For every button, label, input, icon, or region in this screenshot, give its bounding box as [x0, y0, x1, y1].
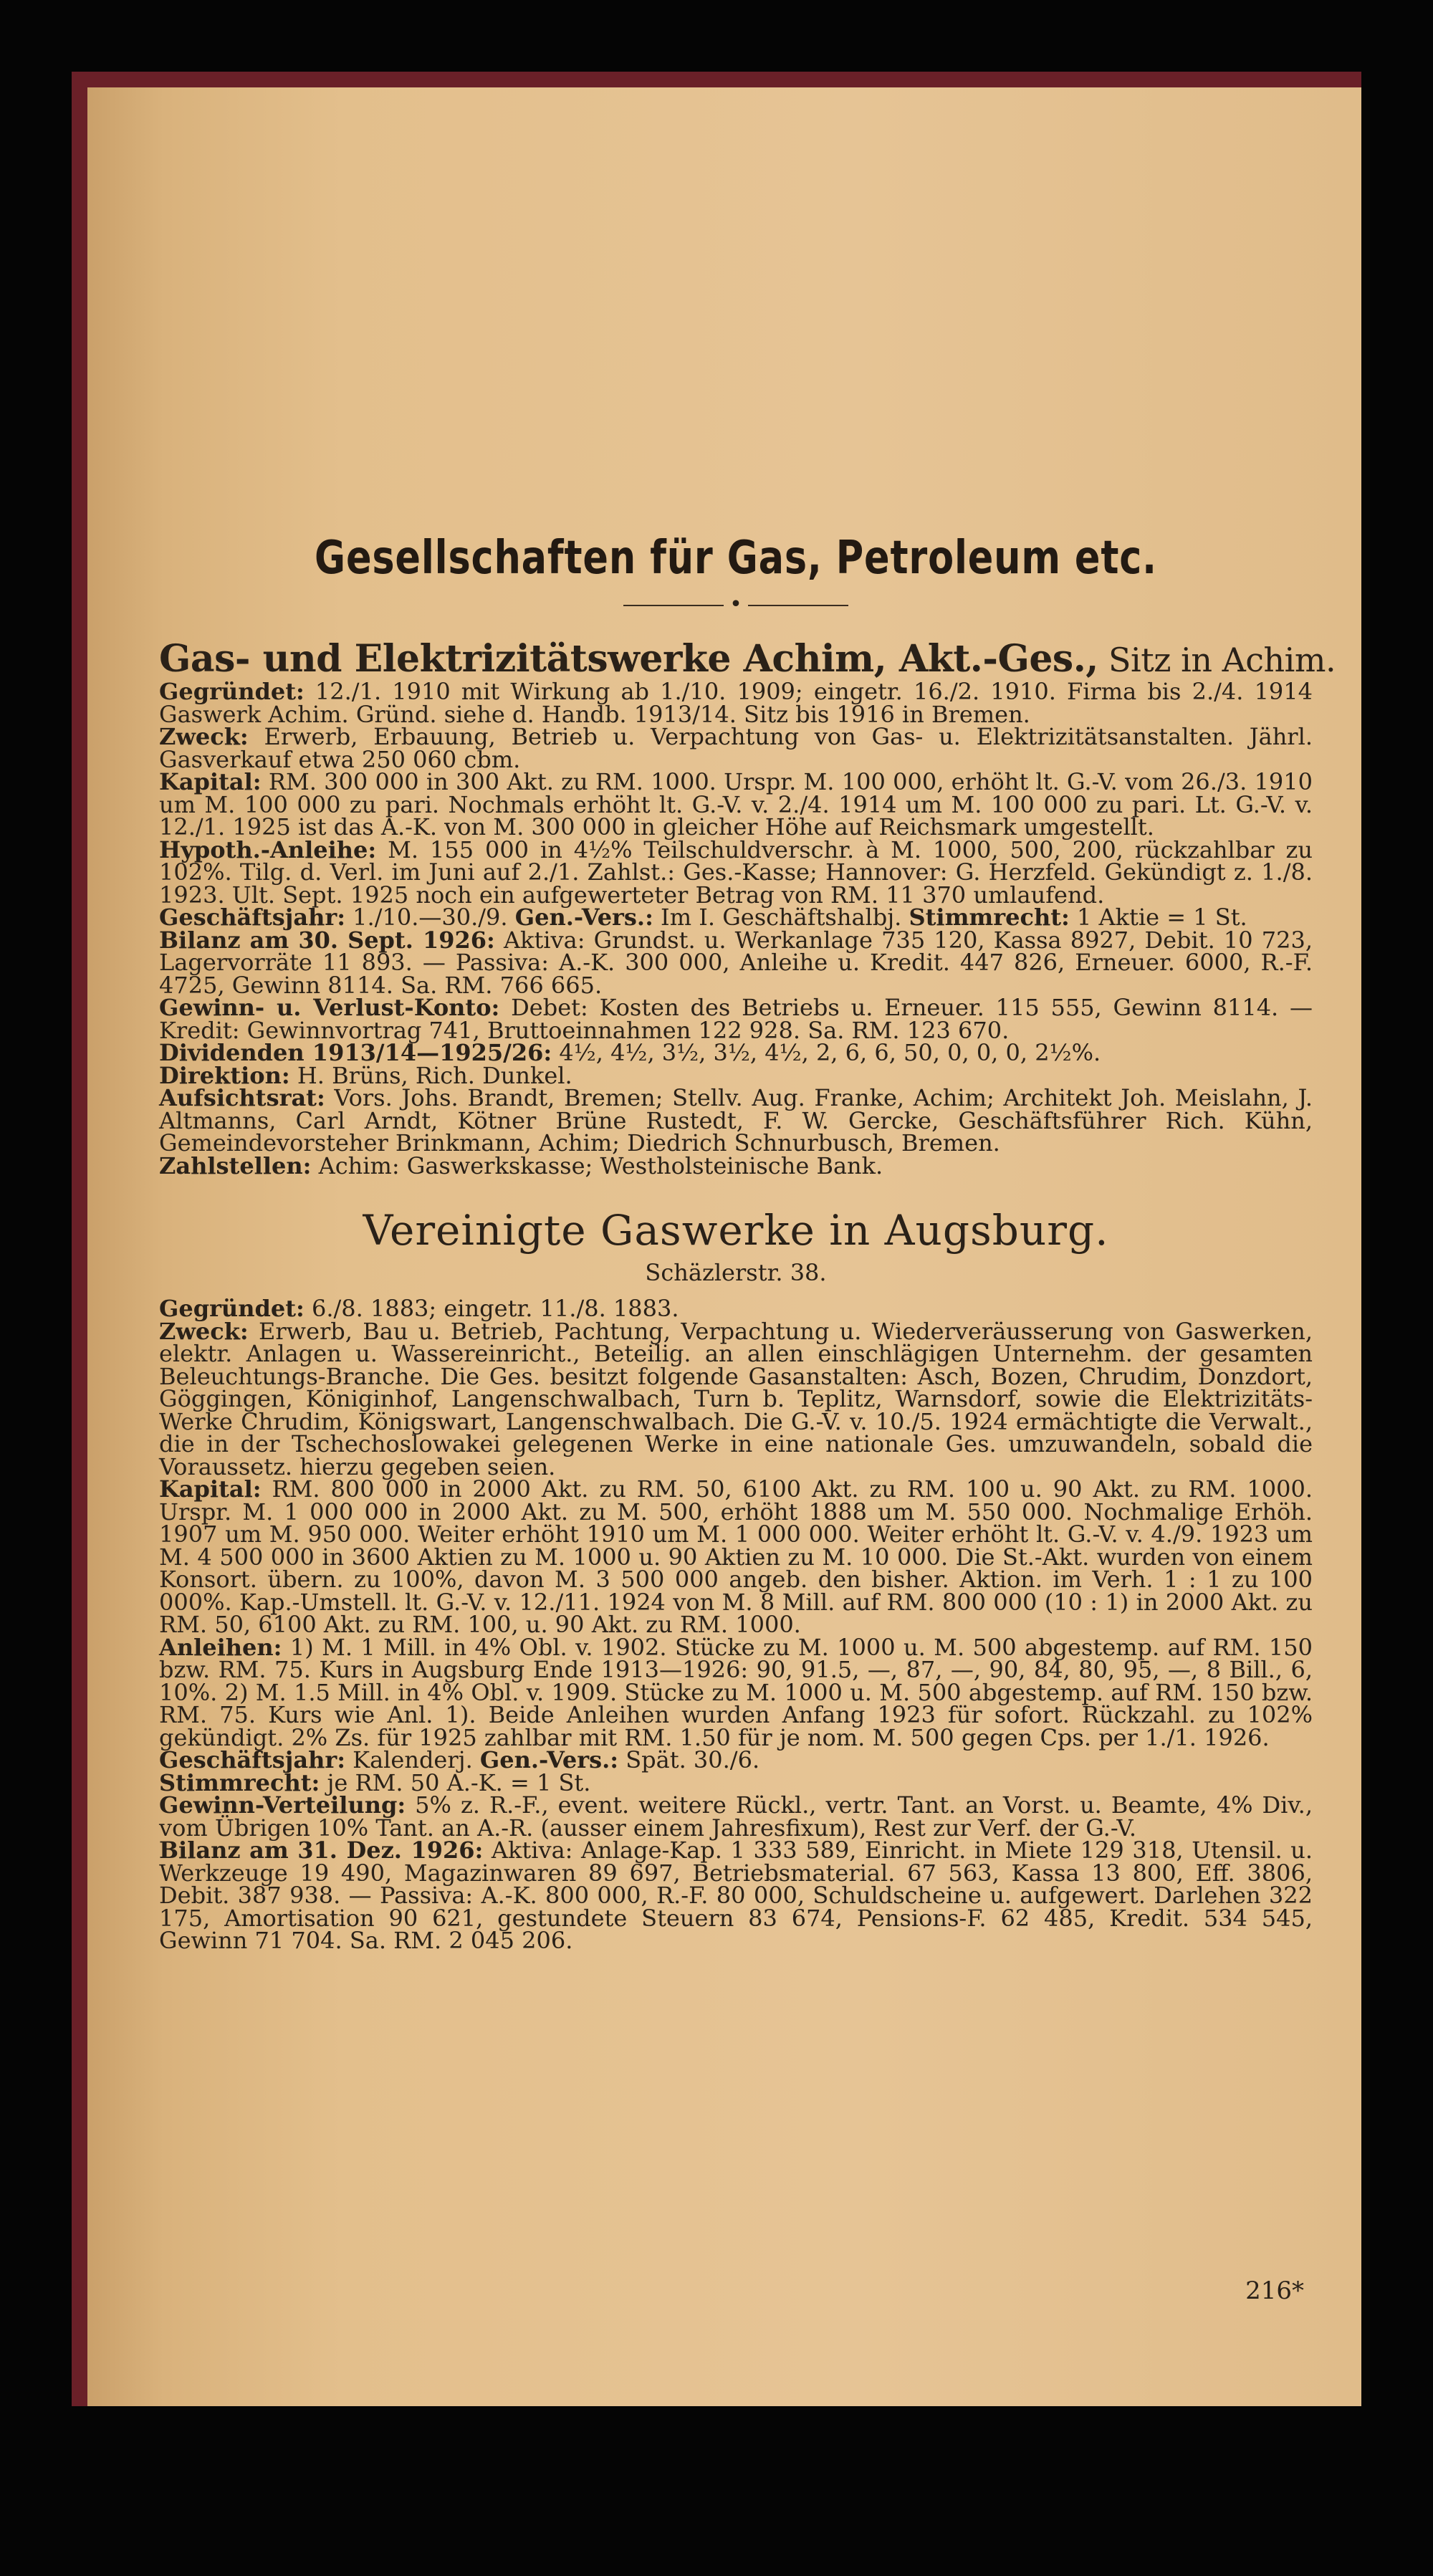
- company-title: Gas- und Elektrizitätswerke Achim, Akt.-Ges., Sitz in Achim.: [159, 637, 1336, 681]
- field-text: M. 155 000 in 4½% Teilschuldverschr. à M. 1000, 500, 200, rückzahlbar zu 102%. Tilg. d. Verl. im Juni auf 2./1. Zahlst.: Ges.-Kasse; Hannover: G. Herzfeld. Gekündigt z. 1./8. 1923. Ult. Sept. 1925 noch ein aufgewerteter Betrag von RM. 11 370 umlaufend.: [159, 835, 1313, 909]
- entry-paragraph: [159, 1839, 1313, 1953]
- field-text: Aktiva: Grundst. u. Werkanlage 735 120, Kassa 8927, Debit. 10 723, Lagervorräte 11 893. — Passiva: A.-K. 300 000, Anleihe u. Kredit. 447 826, Erneuer. 6000, R.-F. 4725, Gewinn 8114. Sa. RM. 766 665.: [159, 926, 1313, 999]
- field-text: H. Brüns, Rich. Dunkel.: [289, 1061, 572, 1089]
- field-text: Debet: Kosten des Betriebs u. Erneuer. 115 555, Gewinn 8114. — Kredit: Gewinnvortrag 741, Bruttoeinnahmen 122 928. Sa. RM. 123 670.: [159, 994, 1313, 1044]
- field-text: je RM. 50 A.-K. = 1 St.: [320, 1768, 591, 1796]
- field-label: Geschäftsjahr:: [159, 1746, 345, 1773]
- page-content: [159, 532, 1336, 1954]
- entry-paragraph: [159, 1475, 1313, 1638]
- field-label: Bilanz am 31. Dez. 1926:: [159, 1837, 484, 1864]
- field-text: Aktiva: Anlage-Kap. 1 333 589, Einricht. in Miete 129 318, Utensil. u. Werkzeuge 19 490, Magazinwaren 89 697, Betriebsmaterial. 67 563, Kassa 13 800, Eff. 3806, Debit. 387 938. — Passiva: A.-K. 800 000, R.-F. 80 000, Schuldscheine u. aufgewert. Darlehen 322 175, Amortisation 90 621, gestundete Steuern 83 674, Pensions-F. 62 485, Kredit. 534 545, Gewinn 71 704. Sa. RM. 2 045 206.: [159, 1837, 1313, 1954]
- ornament-divider: •: [159, 592, 1313, 617]
- field-label: Aufsichtsrat:: [159, 1084, 325, 1111]
- entry-paragraph: [159, 1791, 1313, 1842]
- field-label: Kapital:: [159, 768, 262, 795]
- field-label: Stimmrecht:: [909, 904, 1070, 931]
- book-page: [87, 87, 1361, 2406]
- company-paragraphs: [159, 1295, 1313, 1954]
- company-entry-achim: [159, 637, 1336, 1179]
- field-label: Dividenden 1913/14—1925/26:: [159, 1039, 552, 1066]
- field-label: Gen.-Vers.:: [514, 904, 653, 931]
- field-text: 1 Aktie = 1 St.: [1069, 904, 1247, 931]
- field-text: 1) M. 1 Mill. in 4% Obl. v. 1902. Stücke zu M. 1000 u. M. 500 abgestemp. auf RM. 150 bzw. RM. 75. Kurs in Augsburg Ende 1913—1926: 90, 91.5, —, 87, —, 90, 84, 80, 95, —, 8 Bill., 6, 10%. 2) M. 1.5 Mill. in 4% Obl. v. 1909. Stücke zu M. 1000 u. M. 500 abgestemp. auf RM. 150 bzw. RM. 75. Kurs wie Anl. 1). Beide Anleihen wurden Anfang 1923 für sofort. Rückzahl. zu 102% gekündigt. 2% Zs. für 1925 zahlbar mit RM. 1.50 für je nom. M. 500 gegen Cps. per 1./1. 1926.: [159, 1633, 1313, 1751]
- entry-paragraph: [159, 678, 1313, 728]
- scan-background: [72, 72, 1361, 2406]
- field-text: 4½, 4½, 3½, 3½, 4½, 2, 6, 6, 50, 0, 0, 0, 2½%.: [552, 1039, 1101, 1066]
- field-text: Kalenderj.: [345, 1746, 480, 1773]
- field-text: 5% z. R.-F., event. weitere Rückl., vertr. Tant. an Vorst. u. Beamte, 4% Div., vom Übrigen 10% Tant. an A.-R. (ausser einem Jahresfixum), Rest zur Verf. der G.-V.: [159, 1791, 1313, 1842]
- entry-paragraph: [159, 1084, 1313, 1157]
- entry-paragraph: [159, 926, 1313, 999]
- field-label: Gewinn- u. Verlust-Konto:: [159, 994, 500, 1021]
- field-label: Kapital:: [159, 1475, 262, 1503]
- field-label: Hypoth.-Anleihe:: [159, 835, 377, 863]
- field-label: Geschäftsjahr:: [159, 904, 345, 931]
- field-label: Zahlstellen:: [159, 1151, 312, 1179]
- field-label: Gegründet:: [159, 678, 305, 705]
- field-text: Vors. Johs. Brandt, Bremen; Stellv. Aug. Franke, Achim; Architekt Joh. Meislahn, J. Altmanns, Carl Arndt, Kötner Brüne Rustedt, F. W. Gercke, Geschäftsführer Rich. Kühn, Gemeindevorsteher Brinkmann, Achim; Diedrich Schnurbusch, Bremen.: [159, 1084, 1313, 1157]
- field-text: 6./8. 1883; eingetr. 11./8. 1883.: [304, 1295, 679, 1322]
- company-entry-augsburg: [159, 1206, 1313, 1953]
- page-number: 216*: [1245, 2276, 1304, 2305]
- company-title: Vereinigte Gaswerke in Augsburg.: [363, 1206, 1109, 1255]
- company-address: Schäzlerstr. 38.: [645, 1259, 827, 1286]
- entry-paragraph: [159, 1633, 1313, 1751]
- entry-paragraph: [159, 835, 1313, 909]
- field-text: Spät. 30./6.: [618, 1746, 760, 1773]
- company-paragraphs: [159, 678, 1313, 1179]
- field-text: 12./1. 1910 mit Wirkung ab 1./10. 1909; eingetr. 16./2. 1910. Firma bis 2./4. 1914 Gaswerk Achim. Gründ. siehe d. Handb. 1913/14. Sitz bis 1916 in Bremen.: [159, 678, 1313, 728]
- field-label: Bilanz am 30. Sept. 1926:: [159, 926, 495, 954]
- field-label: Zweck:: [159, 1317, 249, 1345]
- field-text: Erwerb, Erbauung, Betrieb u. Verpachtung von Gas- u. Elektrizitätsanstalten. Jährl. Gasverkauf etwa 250 060 cbm.: [159, 723, 1313, 773]
- entry-paragraph: [159, 768, 1313, 841]
- entry-paragraph: [159, 1317, 1313, 1480]
- field-label: Zweck:: [159, 723, 249, 750]
- field-text: Erwerb, Bau u. Betrieb, Pachtung, Verpachtung u. Wiederveräusserung von Gaswerken, elektr. Anlagen u. Wassereinricht., Beteilig. an allen einschlägigen Unternehm. der gesamten Beleuchtungs-Branche. Die Ges. besitzt folgende Gasanstalten: Asch, Bozen, Chrudim, Donzdort, Göggingen, Königinhof, Langenschwalbach, Turn b. Teplitz, Warnsdorf, sowie die Elektrizitäts-Werke Chrudim, Königswart, Langenschwalbach. Die G.-V. v. 10./5. 1924 ermächtigte die Verwalt., die in der Tschechoslowakei gelegenen Werke in eine nationale Ges. umzuwandeln, sobald die Voraussetz. hierzu gegeben seien.: [159, 1317, 1313, 1480]
- field-text: Achim: Gaswerkskasse; Westholsteinische Bank.: [311, 1151, 883, 1179]
- field-text: RM. 300 000 in 300 Akt. zu RM. 1000. Urspr. M. 100 000, erhöht lt. G.-V. vom 26./3. 1910 um M. 100 000 zu pari. Nochmals erhöht lt. G.-V. v. 2./4. 1914 um M. 100 000 zu pari. Lt. G.-V. v. 12./1. 1925 ist das A.-K. von M. 300 000 in gleicher Höhe auf Reichsmark umgestellt.: [159, 768, 1313, 841]
- field-label: Direktion:: [159, 1061, 290, 1089]
- field-label: Gewinn-Verteilung:: [159, 1791, 406, 1819]
- field-text: 1./10.—30./9.: [345, 904, 515, 931]
- field-label: Gen.-Vers.:: [479, 1746, 619, 1773]
- section-title: Gesellschaften für Gas, Petroleum etc.: [315, 532, 1157, 585]
- entry-paragraph: [159, 723, 1313, 773]
- entry-paragraph: [159, 994, 1313, 1044]
- field-text: Im I. Geschäftshalbj.: [653, 904, 909, 931]
- field-label: Anleihen:: [159, 1633, 282, 1661]
- field-label: Gegründet:: [159, 1295, 305, 1322]
- field-text: RM. 800 000 in 2000 Akt. zu RM. 50, 6100 Akt. zu RM. 100 u. 90 Akt. zu RM. 1000. Urspr. M. 1 000 000 in 2000 Akt. zu M. 500, erhöht 1888 um M. 550 000. Nochmalige Erhöh. 1907 um M. 950 000. Weiter erhöht 1910 um M. 1 000 000. Weiter erhöht lt. G.-V. v. 4./9. 1923 um M. 4 500 000 in 3600 Aktien zu M. 1000 u. 90 Aktien zu M. 10 000. Die St.-Akt. wurden von einem Konsort. übern. zu 100%, davon M. 3 500 000 angeb. den bisher. Aktion. im Verh. 1 : 1 zu 100 000%. Kap.-Umstell. lt. G.-V. v. 12./11. 1924 von M. 8 Mill. auf RM. 800 000 (10 : 1) in 2000 Akt. zu RM. 50, 6100 Akt. zu RM. 100, u. 90 Akt. zu RM. 1000.: [159, 1475, 1313, 1638]
- entry-paragraph: [159, 1151, 1313, 1179]
- field-label: Stimmrecht:: [159, 1768, 320, 1796]
